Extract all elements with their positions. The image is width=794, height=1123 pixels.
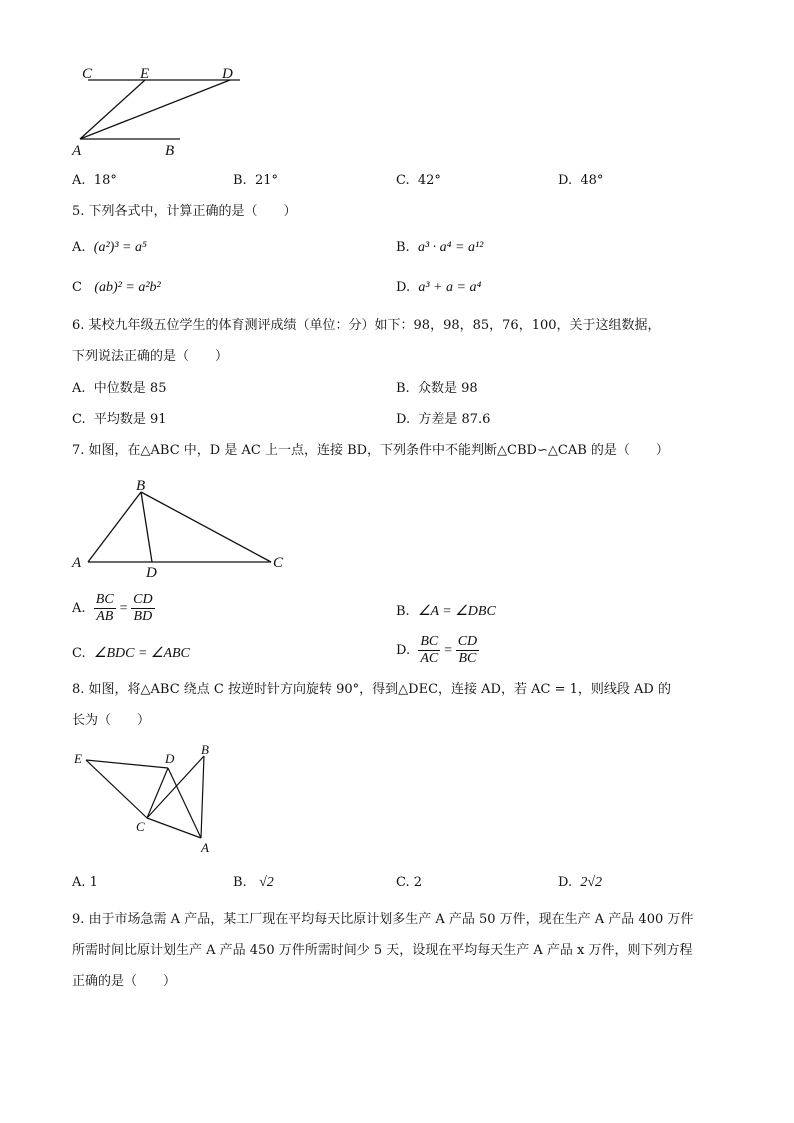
label-b: B (201, 742, 209, 757)
q9-line2: 所需时间比原计划生产 A 产品 450 万件所需时间少 5 天，设现在平均每天生产 A 产品 x 万件，则下列方程 (72, 943, 693, 958)
q5-option-b[interactable]: B. a³ · a⁴ = a¹² (396, 240, 484, 255)
q7-option-b[interactable]: B. ∠A = ∠DBC (396, 604, 496, 619)
q7-figure (66, 470, 296, 585)
label-c: C (82, 66, 93, 82)
q6-stem-line2: 下列说法正确的是（ ） (72, 349, 229, 364)
line-ab (88, 492, 141, 562)
label-d: D (165, 751, 175, 766)
q5-option-d[interactable]: D. a³ + a = a⁴ (396, 280, 482, 295)
label-a: A (72, 555, 82, 571)
line-ad (80, 80, 230, 139)
fraction-cd-bc: $\frac{CD}{BC}$ (457, 634, 478, 666)
q5-stem: 5. 下列各式中，计算正确的是（ ） (72, 204, 297, 219)
q8-figure (70, 740, 230, 860)
q4-option-d[interactable]: D. 48° (558, 173, 604, 188)
q5-option-a[interactable]: A. (a²)³ = a⁵ (72, 240, 147, 255)
label-b: B (165, 143, 175, 159)
label-c: C (136, 819, 145, 834)
label-c: C (273, 555, 284, 571)
q6-stem-line1: 6. 某校九年级五位学生的体育测评成绩（单位：分）如下：98，98，85，76，100，关于这组数据， (72, 318, 661, 333)
q5-option-c[interactable]: C (ab)² = a²b² (72, 280, 161, 295)
q7-stem: 7. 如图，在△ABC 中，D 是 AC 上一点，连接 BD，下列条件中不能判断△CBD∽△CAB 的是（ ） (72, 443, 669, 458)
fraction-cd-bd: $\frac{CD}{BD}$ (133, 592, 153, 624)
q8-option-d[interactable]: D. 2√2 (558, 875, 603, 890)
q4-option-a[interactable]: A. 18° (72, 173, 117, 188)
q4-figure (70, 60, 270, 160)
q4-option-b[interactable]: B. 21° (233, 173, 278, 188)
line-ba (201, 756, 204, 838)
label-a: A (201, 840, 209, 855)
q9-line1: 9. 由于市场急需 A 产品，某工厂现在平均每天比原计划多生产 A 产品 50 万件，现在生产 A 产品 400 万件 (72, 912, 694, 927)
q6-option-d[interactable]: D. 方差是 87.6 (396, 412, 491, 427)
line-ec (86, 760, 147, 818)
q6-option-b[interactable]: B. 众数是 98 (396, 381, 478, 396)
line-ae (80, 80, 145, 139)
fraction-bc-ab: $\frac{BC}{AB}$ (95, 592, 114, 624)
line-cb (147, 756, 204, 818)
fraction-bc-ac: $\frac{BC}{AC}$ (420, 634, 439, 666)
label-a: A (72, 143, 82, 159)
label-e: E (140, 66, 150, 82)
label-e: E (74, 751, 82, 766)
q8-option-b[interactable]: B. √2 (233, 875, 274, 890)
q7-option-c[interactable]: C. ∠BDC = ∠ABC (72, 646, 190, 661)
line-ed (86, 760, 168, 768)
q6-option-c[interactable]: C. 平均数是 91 (72, 412, 167, 427)
line-dc (147, 768, 168, 818)
q7-option-d[interactable]: D. $\frac{BC}{AC}$ = $\frac{CD}{BC}$ (396, 634, 478, 666)
line-bc (141, 492, 271, 562)
label-b: B (136, 478, 146, 494)
q9-line3: 正确的是（ ） (72, 974, 177, 989)
q4-option-c[interactable]: C. 42° (396, 173, 441, 188)
q7-option-a[interactable]: A. $\frac{BC}{AB}$ = $\frac{CD}{BD}$ (72, 592, 153, 624)
label-d: D (146, 565, 157, 581)
q8-stem-line2: 长为（ ） (72, 713, 151, 728)
q8-option-a[interactable]: A. 1 (72, 875, 98, 890)
line-bd (141, 492, 152, 562)
q8-stem-line1: 8. 如图，将△ABC 绕点 C 按逆时针方向旋转 90°，得到△DEC，连接 AD，若 AC = 1，则线段 AD 的 (72, 682, 671, 697)
label-d: D (222, 66, 233, 82)
q8-option-c[interactable]: C. 2 (396, 875, 423, 890)
q6-option-a[interactable]: A. 中位数是 85 (72, 381, 167, 396)
